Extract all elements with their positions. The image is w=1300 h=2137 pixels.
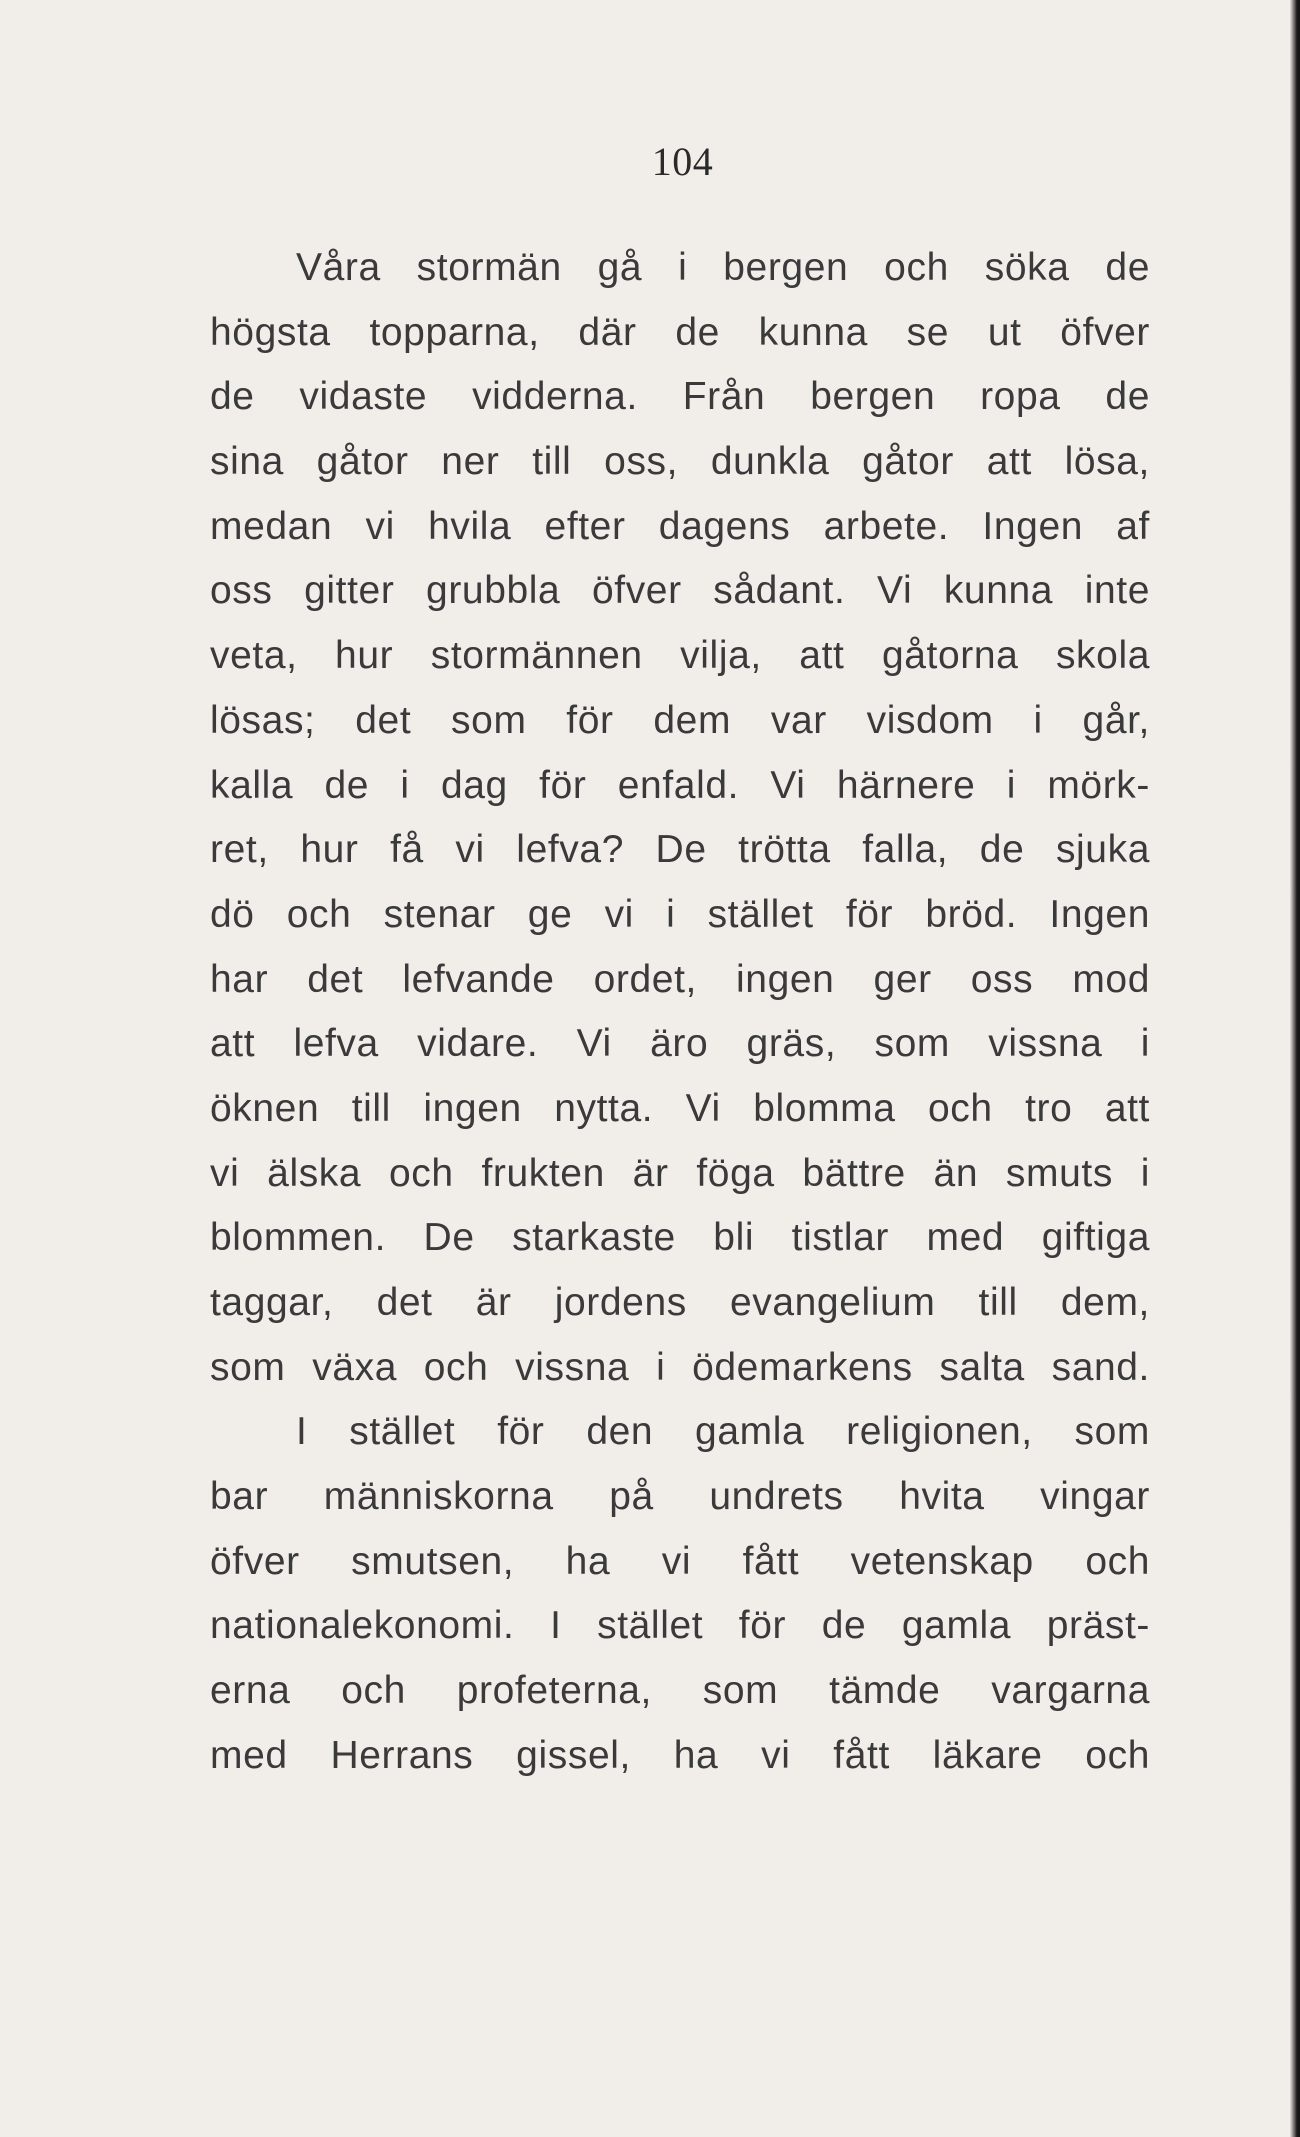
text-line: veta, hur stormännen vilja, att gåtorna skola	[210, 634, 1150, 678]
text-line: att lefva vidare. Vi äro gräs, som vissna i	[210, 1022, 1150, 1066]
text-line: taggar, det är jordens evangelium till dem,	[210, 1281, 1150, 1324]
text-line: erna och profeterna, som tämde vargarna	[210, 1669, 1150, 1713]
text-line: vi älska och frukten är föga bättre än smuts i	[210, 1151, 1150, 1195]
text-line: har det lefvande ordet, ingen ger oss mod	[210, 957, 1150, 1001]
text-line: de vidaste vidderna. Från bergen ropa de	[210, 375, 1150, 419]
text-line: dö och stenar ge vi i stället för bröd. Ingen	[210, 892, 1150, 936]
text-line: som växa och vissna i ödemarkens salta sand.	[210, 1345, 1150, 1389]
text-line: kalla de i dag för enfald. Vi härnere i mörk-	[210, 763, 1150, 807]
text-line: blommen. De starkaste bli tistlar med giftiga	[210, 1216, 1150, 1260]
text-line: öfver smutsen, ha vi fått vetenskap och	[210, 1539, 1150, 1583]
text-line: högsta topparna, där de kunna se ut öfver	[210, 310, 1150, 354]
text-line: lösas; det som för dem var visdom i går,	[210, 698, 1150, 742]
text-line: medan vi hvila efter dagens arbete. Ingen af	[210, 504, 1150, 548]
body-text	[210, 236, 1150, 1789]
text-line: nationalekonomi. I stället för de gamla präst-	[210, 1604, 1150, 1648]
text-line: med Herrans gissel, ha vi fått läkare och	[210, 1733, 1150, 1777]
text-line: oss gitter grubbla öfver sådant. Vi kunna inte	[210, 569, 1150, 613]
page-number: 104	[651, 139, 714, 184]
page-edge	[1290, 0, 1300, 2137]
text-line: I stället för den gamla religionen, som	[296, 1410, 1150, 1454]
text-line: bar människorna på undrets hvita vingar	[210, 1475, 1150, 1519]
text-line: öknen till ingen nytta. Vi blomma och tro att	[210, 1086, 1150, 1130]
text-line: ret, hur få vi lefva? De trötta falla, de sjuka	[210, 828, 1150, 872]
text-line: Våra stormän gå i bergen och söka de	[296, 246, 1150, 289]
text-line: sina gåtor ner till oss, dunkla gåtor att lösa,	[210, 440, 1150, 484]
